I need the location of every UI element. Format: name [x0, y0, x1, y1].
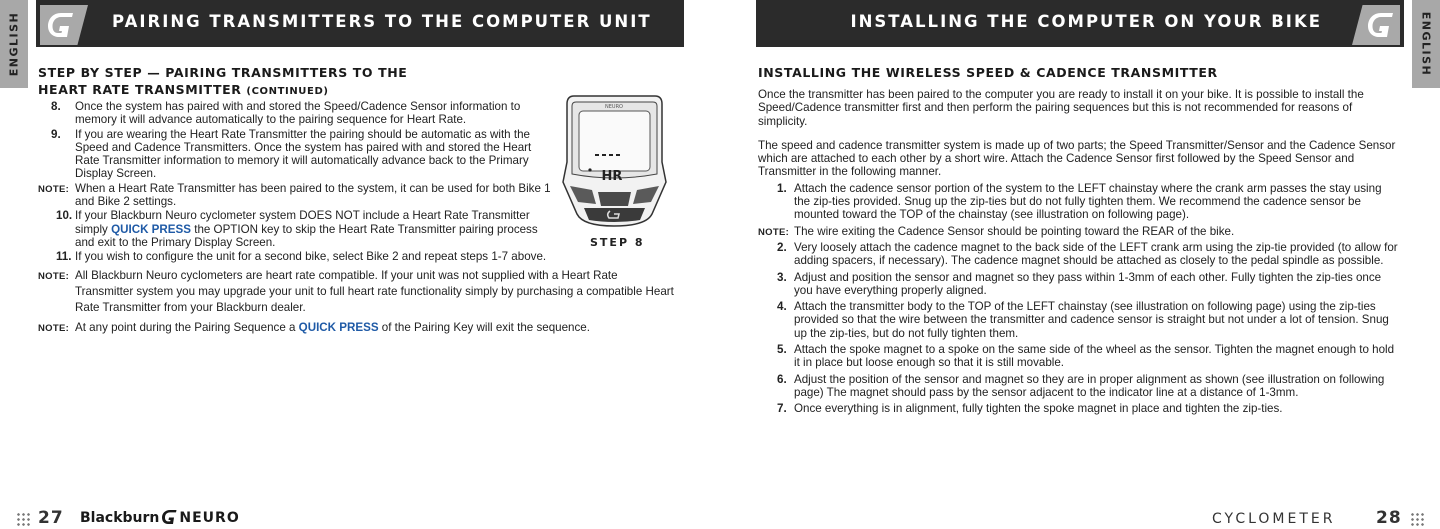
note-label: NOTE: — [38, 183, 70, 195]
paragraph: Once the transmitter has been paired to the computer you are ready to install it on your bike. It is possible to install the Speed/Cadence transmitter first and then perform the pairing sequences but this is not recommended for reasons of simplicity. — [758, 88, 1364, 128]
item-number: 10. — [56, 209, 73, 223]
header-logo — [1352, 5, 1400, 45]
note-label: NOTE: — [38, 322, 70, 334]
header-title: PAIRING TRANSMITTERS TO THE COMPUTER UNIT — [112, 12, 652, 31]
item-number: 5. — [777, 343, 787, 357]
item-number: 2. — [777, 240, 787, 254]
item-text: Once the system has paired with and stored the Speed/Cadence Sensor information to memory it will advance automatically to the pairing sequence for Heart Rate. — [75, 100, 521, 127]
note-text: The wire exiting the Cadence Sensor should be pointing toward the REAR of the bike. — [794, 224, 1235, 238]
quick-press-label: QUICK PRESS — [111, 222, 191, 236]
item-text: Adjust and position the sensor and magnet so they pass within 1-3mm of each other. Fully tighten the zip-ties once you have everything properly aligned. — [794, 270, 1382, 297]
note-text-part: of the Pairing Key will exit the sequence. — [381, 320, 590, 334]
step-label: STEP 8 — [590, 236, 645, 249]
note-text-part: At any point during the Pairing Sequence a — [75, 320, 296, 334]
note-label: NOTE: — [38, 270, 70, 282]
item-text: If you wish to configure the unit for a second bike, select Bike 2 and repeat steps 1-7 above. — [75, 250, 547, 264]
right-body — [758, 88, 1400, 419]
note-label: NOTE: — [758, 226, 790, 238]
brand-name: Blackburn — [80, 510, 160, 526]
item-number: 4. — [777, 300, 787, 314]
note-text: All Blackburn Neuro cyclometers are heart rate compatible. If your unit was not supplied with a Heart Rate Transmitter system you may upgrade your unit to full heart rate functionality simply by purchasing a compatible Heart Rate Transmitter from your Blackburn dealer. — [75, 268, 674, 314]
language-tab-label: ENGLISH — [7, 11, 21, 77]
paragraph: The speed and cadence transmitter system is made up of two parts; the Speed Transmitter/Sensor and the Cadence Sensor which are attached to each other by a short wire. Attach the Cadence Sensor first followed by the Speed Sensor and Transmitter in the following manner. — [758, 138, 1396, 179]
note-text — [75, 321, 678, 334]
item-number: 3. — [777, 270, 787, 284]
device-brand: NEURO — [605, 104, 623, 110]
section-heading-suffix: (CONTINUED) — [246, 86, 329, 97]
list-item — [38, 100, 558, 127]
item-text-part: the OPTION key to skip the Heart Rate Transmitter pairing process and exit to the Primary Display Screen. — [75, 222, 538, 249]
blackburn-logo-icon — [45, 11, 75, 39]
list-item — [38, 209, 558, 249]
item-number: 8. — [51, 100, 61, 113]
list-item — [758, 402, 1400, 415]
section-heading-line1: STEP BY STEP — PAIRING TRANSMITTERS TO THE — [38, 65, 408, 80]
note — [758, 225, 1400, 238]
list-item — [758, 300, 1400, 340]
blackburn-logo-icon — [1365, 11, 1395, 39]
item-number: 1. — [777, 181, 787, 195]
list-item — [38, 250, 678, 263]
item-text: Very loosely attach the cadence magnet to the back side of the LEFT crank arm using the zip-tie provided (to allow for adding spacers, if necessary). The cadence magnet should be attached as closely to the pedal spindle as possible. — [794, 240, 1398, 268]
blackburn-mark-icon — [161, 509, 177, 525]
note-text: When a Heart Rate Transmitter has been paired to the system, it can be used for both Bike 1 and Bike 2 settings. — [75, 181, 551, 209]
note — [38, 268, 678, 316]
item-number: 11. — [56, 250, 72, 264]
language-tab — [1412, 0, 1440, 88]
section-heading — [38, 64, 407, 100]
header-title: INSTALLING THE COMPUTER ON YOUR BIKE — [850, 12, 1322, 31]
footer-dots — [1410, 512, 1424, 526]
note — [38, 182, 558, 209]
language-tab — [0, 0, 28, 88]
section-heading-line2: HEART RATE TRANSMITTER — [38, 82, 242, 97]
language-tab-label: ENGLISH — [1419, 11, 1433, 77]
footer-dots — [16, 512, 30, 526]
list-item — [38, 128, 558, 181]
item-text: Attach the transmitter body to the TOP of the LEFT chainstay (see illustration on following page) using the zip-ties provided so that the wire between the transmitter and cadence sensor is straight but not under a lot of tension. Snug up the zip-ties, but do not fully tighten them. — [794, 300, 1389, 340]
list-item — [758, 343, 1400, 370]
footer-label: CYCLOMETER — [1212, 511, 1336, 527]
item-text: Attach the spoke magnet to a spoke on the same side of the wheel as the sensor. Tighten the magnet enough to hold it in place but loose enough so that it is still movable. — [794, 343, 1395, 370]
list-item — [758, 271, 1400, 298]
page-header — [756, 0, 1404, 47]
list-item — [758, 241, 1400, 268]
item-text-part: If your Blackburn Neuro cyclometer system DOES NOT include a Heart Rate Transmitter simply — [75, 209, 530, 236]
item-text: If you are wearing the Heart Rate Transmitter the pairing should be automatic as with the Speed and Cadence Transmitters. Once the system has paired with and stored the Heart Rate Transmitter information to memory it will automatically advance back to the Primary Display Screen. — [75, 127, 532, 181]
note — [38, 321, 678, 334]
quick-press-label: QUICK PRESS — [298, 320, 379, 334]
list-item — [758, 373, 1400, 400]
device-screen-text: HR — [601, 169, 623, 184]
item-number: 6. — [777, 372, 787, 386]
page-header — [36, 0, 684, 47]
item-text: Once everything is in alignment, fully tighten the spoke magnet in place and tighten the zip-ties. — [794, 402, 1283, 416]
right-page — [720, 0, 1440, 529]
list-item — [758, 182, 1400, 222]
cyclometer-device-icon — [562, 92, 667, 230]
item-number: 9. — [51, 127, 61, 141]
product-name: NEURO — [179, 510, 240, 526]
item-text: Adjust the position of the sensor and magnet so they are in proper alignment as shown (see illustration on following page) The magnet should pass by the sensor adjacent to the indicator line at a distance of 1-3mm. — [794, 372, 1385, 399]
footer-brand — [80, 509, 240, 526]
item-number: 7. — [777, 402, 787, 416]
header-logo — [40, 5, 88, 45]
page-number: 27 — [38, 508, 64, 528]
item-text: Attach the cadence sensor portion of the system to the LEFT chainstay where the crank arm passes the stay using the zip-ties provided. Snug up the zip-ties but do not fully tighten them. We recommend the cadence sensor be mounted toward the TOP of the chainstay (see illustration on following page). — [794, 181, 1382, 222]
page-number: 28 — [1376, 508, 1402, 528]
item-text — [75, 209, 558, 249]
section-heading: INSTALLING THE WIRELESS SPEED & CADENCE TRANSMITTER — [758, 65, 1218, 80]
